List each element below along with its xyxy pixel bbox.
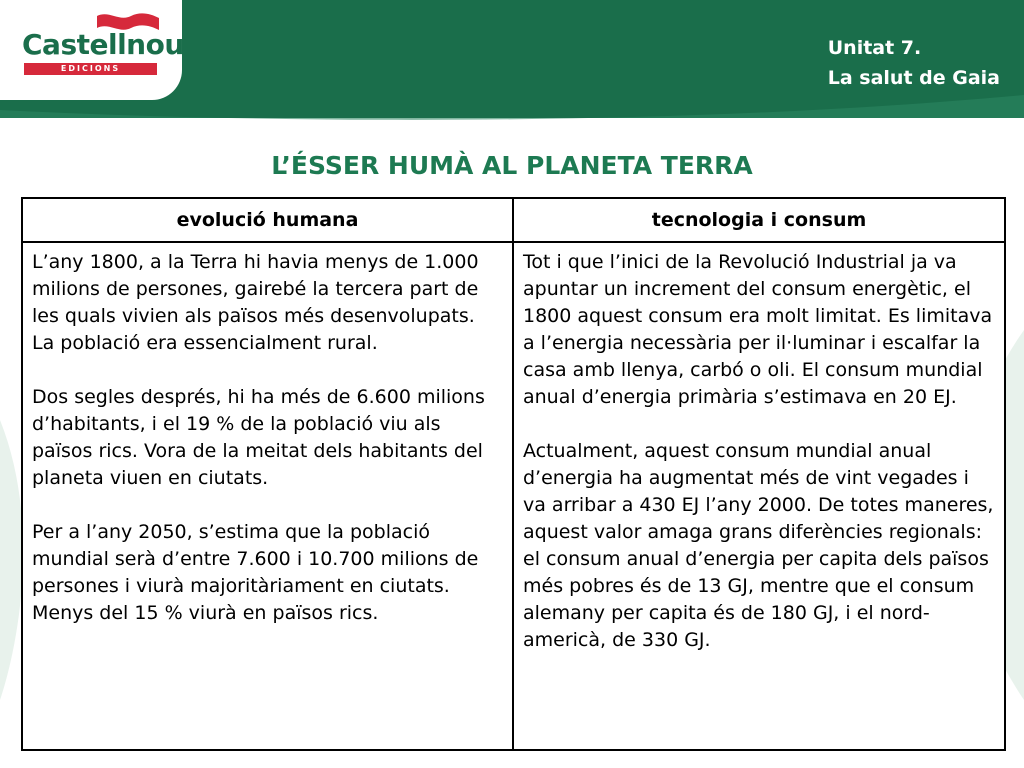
unit-number: Unitat 7. (827, 37, 922, 59)
table-row (22, 242, 1005, 750)
column-header-human-evolution: evolució humana (22, 198, 513, 242)
comparison-table (21, 197, 1006, 751)
header-bar (0, 0, 1024, 118)
paragraph: Dos segles després, hi ha més de 6.600 milions d’habitants, i el 19 % de la població viu als països rics. Vora de la meitat dels habitants del planeta viuen en ciutats. (32, 386, 485, 489)
table-header-row (22, 198, 1005, 242)
paragraph: Actualment, aquest consum mundial anual d’energia ha augmentat més de vint vegades i va arribar a 430 EJ l’any 2000. De totes maneres, aquest valor amaga grans diferències regionals: el consum anual d’energia per capita dels països més pobres és de 13 GJ, mentre que el consum alemany per capita és de 180 GJ, i el nord-americà, de 330 GJ. (523, 440, 994, 651)
paragraph: L’any 1800, a la Terra hi havia menys de 1.000 milions de persones, gairebé la tercera part de les quals vivien als països més desenvolupats. La població era essencialment rural. (32, 251, 479, 354)
logo-wordmark: Castellnou (22, 28, 184, 61)
human-evolution-cell (22, 242, 513, 750)
column-header-technology-consumption: tecnologia i consum (513, 198, 1005, 242)
publisher-logo (0, 0, 182, 100)
paragraph: Per a l’any 2050, s’estima que la població mundial serà d’entre 7.600 i 10.700 milions de persones i viurà majoritàriament en ciutats. Menys del 15 % viurà en països rics. (32, 521, 479, 624)
unit-title-block (828, 33, 1000, 93)
logo-subtitle: EDICIONS (24, 63, 157, 75)
technology-consumption-cell (513, 242, 1005, 750)
paragraph: Tot i que l’inici de la Revolució Industrial ja va apuntar un increment del consum energètic, el 1800 aquest consum era molt limitat. Es limitava a l’energia necessària per il·luminar i escalfar la casa amb llenya, carbó o oli. El consum mundial anual d’energia primària s’estimava en 20 EJ. (523, 251, 993, 408)
unit-name: La salut de Gaia (827, 67, 1000, 89)
page-title: L’ÉSSER HUMÀ AL PLANETA TERRA (271, 151, 753, 180)
